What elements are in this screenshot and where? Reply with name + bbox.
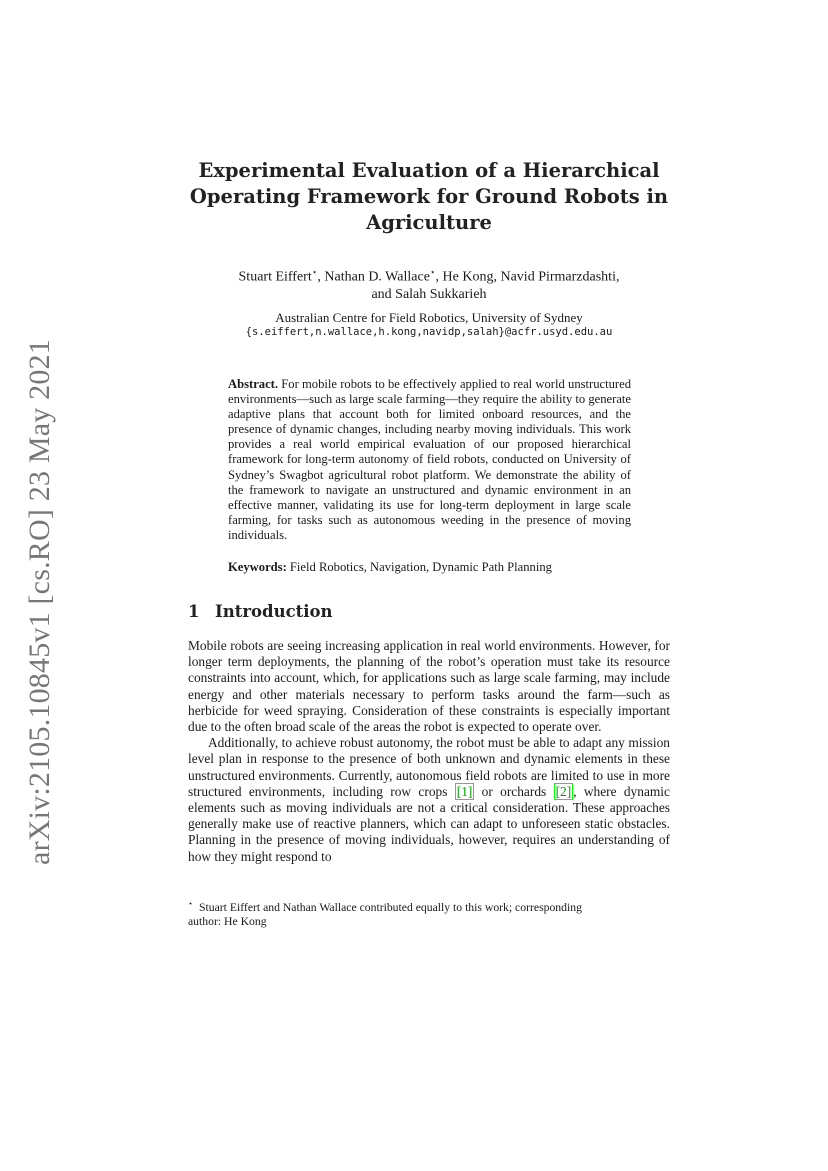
- author-name: Nathan D. Wallace: [324, 269, 430, 285]
- equal-contribution-mark: ⋆: [429, 267, 436, 277]
- author-emails: {s.eiffert,n.wallace,h.kong,navidp,salah}@acfr.usyd.edu.au: [245, 326, 613, 338]
- section-title: Introduction: [215, 602, 333, 621]
- equal-contribution-mark: ⋆: [311, 267, 318, 277]
- title-line: Operating Framework for Ground Robots in: [189, 185, 669, 208]
- citation-link[interactable]: [1]: [456, 783, 473, 799]
- title-line: Experimental Evaluation of a Hierarchical: [198, 159, 660, 182]
- author-name: He Kong, Navid Pirmarzdashti,: [442, 269, 620, 285]
- footnote-text-continued: author: He Kong: [188, 914, 267, 928]
- author-line-2: and Salah Sukkarieh: [371, 286, 487, 302]
- paragraph-text: or orchards: [481, 783, 547, 799]
- footnote: [188, 897, 670, 929]
- paragraph-text: , where dynamic elements such as moving individuals are not a critical consideration. These approaches generally make use of reactive planners, which can adapt to unforeseen static obstacles. Planning in the presence of moving individuals, however, requires an understanding of how they might respond to: [188, 783, 670, 864]
- paragraph: [188, 735, 670, 865]
- paragraph: Mobile robots are seeing increasing application in real world environments. However, for longer term deployments, the planning of the robot’s operation must take its resource constraints into account, which, for applications such as large scale farming, may include energy and other materials necessary to perform tasks around the farm—such as herbicide for weed spraying. Consideration of these constraints is especially important due to the often broad scale of the areas the robot is expected to operate over.: [188, 638, 670, 735]
- abstract-text: For mobile robots to be effectively applied to real world unstructured environments—such as large scale farming—they require the ability to generate adaptive plans that account both for limited onboard resources, and the presence of dynamic changes, including nearby moving individuals. This work provides a real world empirical evaluation of our proposed hierarchical framework for long-term autonomy of field robots, conducted on University of Sydney’s Swagbot agricultural robot platform. We demonstrate the ability of the framework to navigate an unstructured and dynamic environment in an effective manner, validating its use for long-term deployment in large scale farming, for tasks such as autonomous weeding in the presence of moving individuals.: [228, 377, 631, 542]
- footnote-mark: ⋆: [188, 899, 194, 908]
- affiliation: Australian Centre for Field Robotics, University of Sydney: [275, 310, 583, 325]
- author-name: Stuart Eiffert: [238, 269, 312, 285]
- keywords: [228, 560, 631, 575]
- keywords-label: Keywords:: [228, 560, 287, 574]
- author-list: [188, 264, 670, 303]
- footnote-text: Stuart Eiffert and Nathan Wallace contributed equally to this work; corresponding: [199, 900, 582, 914]
- keywords-text: Field Robotics, Navigation, Dynamic Path Planning: [289, 560, 552, 574]
- section-heading: [188, 602, 333, 622]
- title-line: Agriculture: [366, 211, 492, 234]
- abstract: [228, 377, 631, 543]
- section-body: [188, 638, 670, 865]
- abstract-label: Abstract.: [228, 377, 279, 391]
- author-line-1: Stuart Eiffert⋆, Nathan D. Wallace⋆, He Kong, Navid Pirmarzdashti,: [238, 267, 620, 285]
- paper-title: [188, 158, 670, 236]
- arxiv-identifier: [18, 339, 62, 865]
- arxiv-identifier-text: arXiv:2105.10845v1 [cs.RO] 23 May 2021: [23, 339, 57, 865]
- section-number: 1: [188, 602, 200, 621]
- citation-link[interactable]: [2]: [555, 783, 572, 799]
- paragraph-text: Additionally, to achieve robust autonomy, the robot must be able to adapt any mission level plan in response to the presence of both unknown and dynamic elements in these unstructured environments. Currently, autonomous field robots are limited to use in more structured environments, including row crops: [188, 735, 670, 799]
